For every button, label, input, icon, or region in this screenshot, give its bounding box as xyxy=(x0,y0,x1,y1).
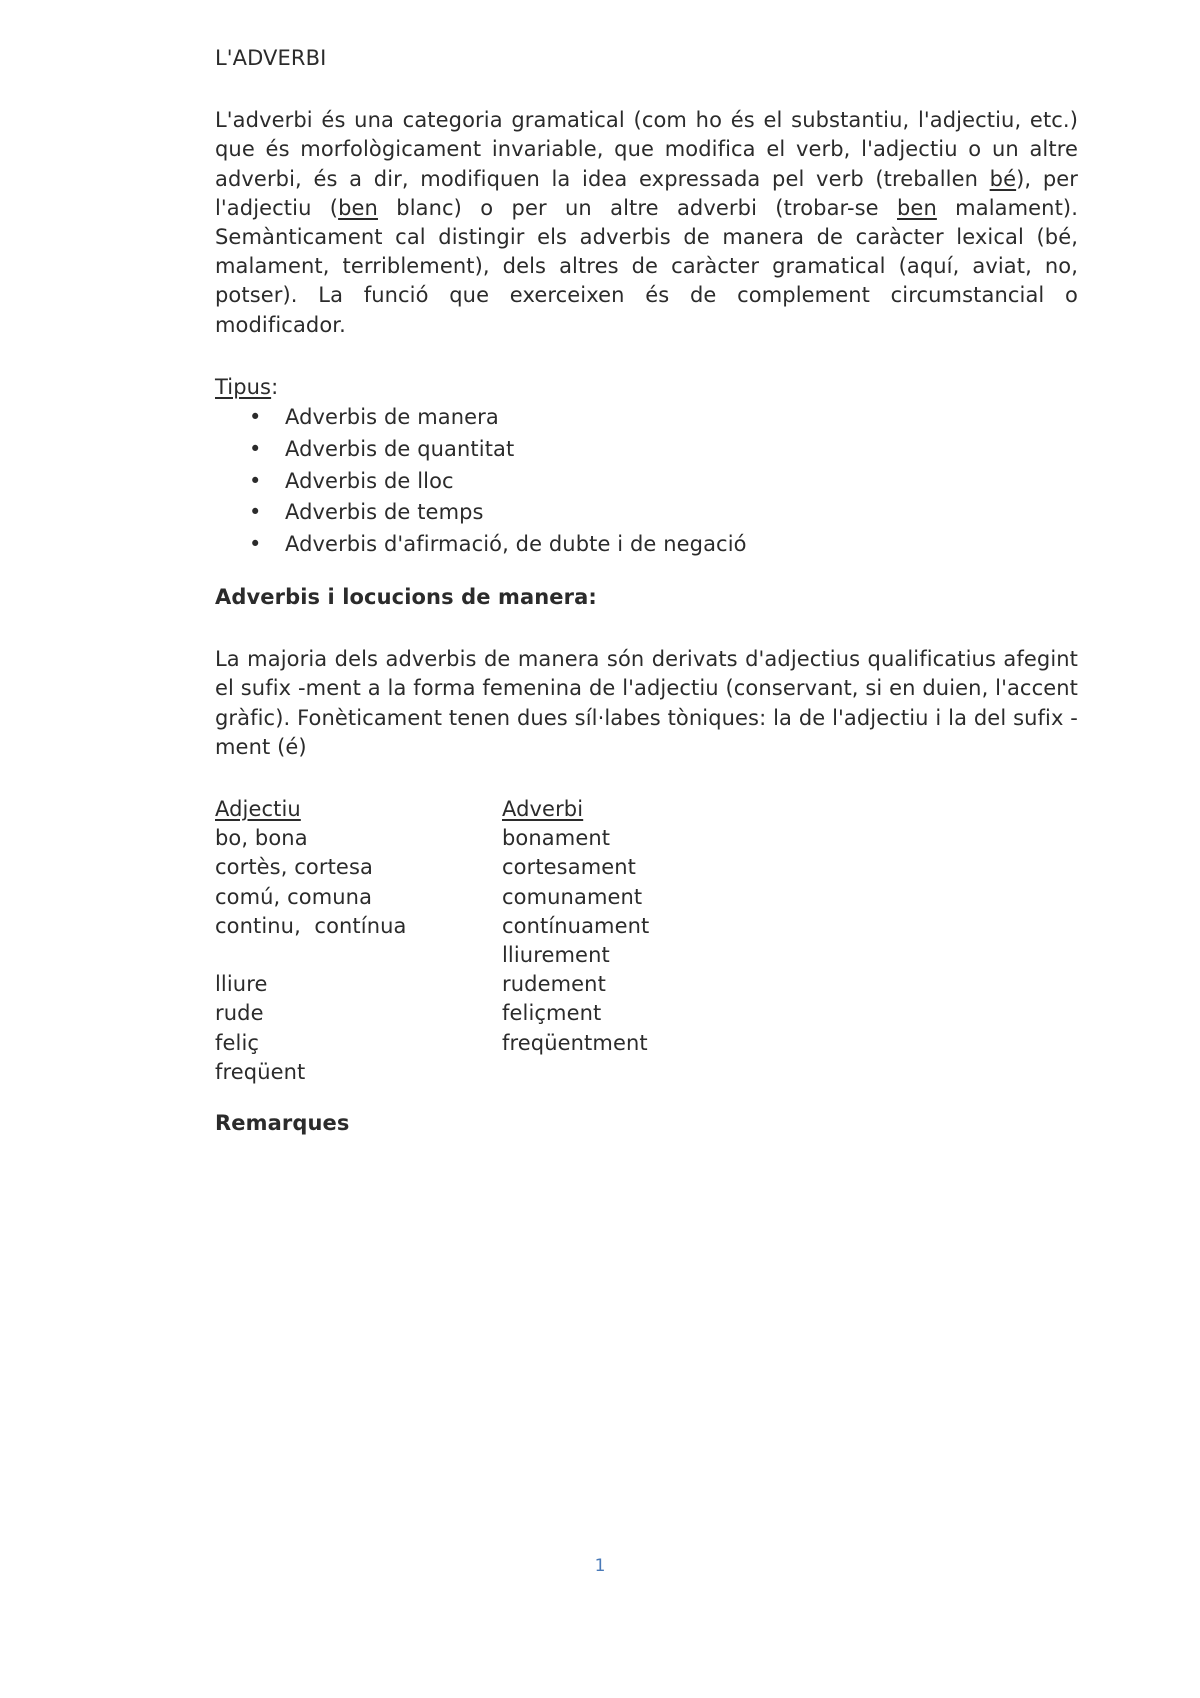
list-item xyxy=(215,434,1078,466)
list-item-text: Adverbis d'afirmació, de dubte i de negació xyxy=(285,532,747,557)
list-item xyxy=(215,497,1078,529)
table-cell-adjectiu: bo, bona xyxy=(215,826,308,851)
intro-text-3: blanc) o per un altre adverbi (trobar-se xyxy=(377,195,897,220)
table-cell-adverbi: cortesament xyxy=(502,855,637,880)
table-row xyxy=(215,853,1078,882)
intro-underlined-ben-1: ben xyxy=(338,195,378,220)
table-cell-adjectiu: feliç xyxy=(215,1030,260,1055)
table-row xyxy=(215,824,1078,853)
table-cell-adjectiu xyxy=(215,941,502,970)
table-header-adverbi xyxy=(502,795,583,824)
table-cell-adverbi: feliçment xyxy=(502,1001,602,1026)
table-header-row xyxy=(215,795,1078,824)
header-adjectiu-text: Adjectiu xyxy=(215,797,301,822)
tipus-label-text: Tipus xyxy=(215,374,272,399)
intro-text-1: L'adverbi és una categoria gramatical (com ho és el substantiu, l'adjectiu, etc.) que és morfològicament invariable, que modifica el verb, l'adjectiu o un altre adverbi, és a dir, modifiquen la idea expressada pel verb (treballen xyxy=(215,108,1078,191)
tipus-label xyxy=(215,373,1078,402)
list-item-text: Adverbis de temps xyxy=(285,500,484,525)
table-cell-adverbi: bonament xyxy=(502,826,611,851)
manera-paragraph: La majoria dels adverbis de manera són derivats d'adjectius qualificatius afegint el sufix -ment a la forma femenina de l'adjectiu (conservant, si en duien, l'accent gràfic). Fonèticament tenen dues síl·labes tòniques: la de l'adjectiu i la del sufix -ment (é) xyxy=(215,647,1078,759)
table-row xyxy=(215,941,1078,970)
table-row xyxy=(215,1029,1078,1058)
list-item xyxy=(215,529,1078,561)
table-cell-adverbi: freqüentment xyxy=(502,1030,648,1055)
adjectiu-adverbi-table xyxy=(215,795,1078,1087)
table-cell-adjectiu: comú, comuna xyxy=(215,884,373,909)
list-item-text: Adverbis de quantitat xyxy=(285,436,515,461)
bullet-icon: • xyxy=(249,405,262,430)
page-number: 1 xyxy=(594,1556,606,1576)
table-row xyxy=(215,999,1078,1028)
bullet-icon: • xyxy=(249,436,262,461)
table-cell-adjectiu: lliure xyxy=(215,972,268,997)
header-adverbi-text: Adverbi xyxy=(502,797,584,822)
intro-underlined-be: bé xyxy=(989,166,1017,191)
list-item-text: Adverbis de manera xyxy=(285,405,499,430)
table-cell-adverbi: rudement xyxy=(502,972,606,997)
manera-heading: Adverbis i locucions de manera: xyxy=(215,585,597,610)
bullet-icon: • xyxy=(249,500,262,525)
intro-text-2: ), per l'adjectiu ( xyxy=(215,166,1079,220)
list-item xyxy=(215,402,1078,434)
tipus-list xyxy=(215,402,1078,561)
remarques-heading: Remarques xyxy=(215,1110,350,1135)
table-row xyxy=(215,912,1078,941)
bullet-icon: • xyxy=(249,532,262,557)
list-item xyxy=(215,466,1078,498)
tipus-colon: : xyxy=(271,374,279,399)
table-cell-adjectiu: continu, contínua xyxy=(215,913,407,938)
document-body xyxy=(215,44,1078,1138)
table-cell-adjectiu: cortès, cortesa xyxy=(215,855,373,880)
document-title: L'ADVERBI xyxy=(215,46,327,70)
list-item-text: Adverbis de lloc xyxy=(285,468,454,493)
table-cell-adverbi: contínuament xyxy=(502,913,650,938)
table-cell-adjectiu: freqüent xyxy=(215,1059,306,1084)
table-cell-adverbi: comunament xyxy=(502,884,643,909)
table-cell-adverbi: lliurement xyxy=(502,942,610,967)
table-cell-adjectiu: rude xyxy=(215,1001,264,1026)
intro-paragraph xyxy=(215,106,1078,340)
table-header-adjectiu xyxy=(215,795,502,824)
intro-text-4: malament). Semànticament cal distingir els adverbis de manera de caràcter lexical (bé, malament, terriblement), dels altres de caràcter gramatical (aquí, aviat, no, potser). La funció que exerceixen és de complement circumstancial o modificador. xyxy=(215,195,1078,337)
intro-underlined-ben-2: ben xyxy=(897,195,937,220)
table-row xyxy=(215,970,1078,999)
table-row xyxy=(215,883,1078,912)
bullet-icon: • xyxy=(249,468,262,493)
table-row xyxy=(215,1058,1078,1087)
